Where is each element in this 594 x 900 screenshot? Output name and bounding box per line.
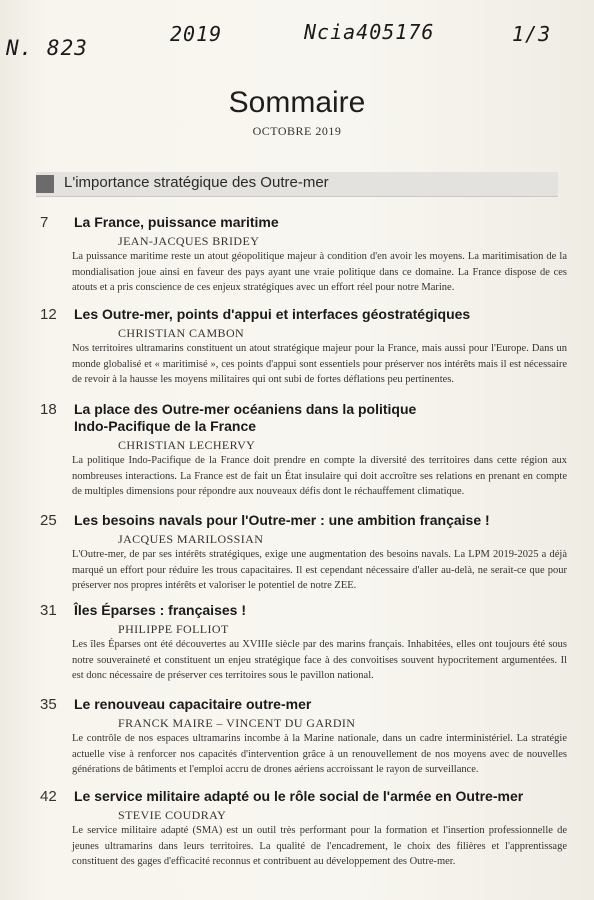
entry-description: Le service militaire adapté (SMA) est un outil très performant pour la formation et l'insertion professionnelle de jeunes ultramarins dans leurs territoires. La qualité de l'encadrement, le choix des filières et l'apprentissage constituent des gages d'efficacité reconnus et contribuent au développement des Outre-mer. xyxy=(72,825,567,867)
entry-page-number: 12 xyxy=(40,306,57,323)
handwritten-code: Ncia405176 xyxy=(304,20,435,44)
entry-page-number: 42 xyxy=(40,788,57,805)
entry-author: JEAN-JACQUES BRIDEY xyxy=(118,234,260,248)
section-marker-icon xyxy=(36,175,54,193)
handwritten-page-count: 1/3 xyxy=(512,22,552,46)
entry-title: Le renouveau capacitaire outre-mer xyxy=(74,696,312,712)
entry-title: Les besoins navals pour l'Outre-mer : une ambition française ! xyxy=(74,512,490,528)
entry-author: CHRISTIAN LECHERVY xyxy=(118,438,256,452)
entry-page-number: 7 xyxy=(40,214,49,231)
section-header xyxy=(36,172,558,197)
entry-description: La puissance maritime reste un atout géopolitique majeur à condition d'en avoir les moyens. La maritimisation de la mondialisation joue ainsi en faveur des pays ayant une vraie politique dans ce domaine. La France dispose de ces atouts et a pris conscience de ces enjeux stratégiques avec un effort réel pour notre Marine. xyxy=(72,251,567,293)
entry-author: CHRISTIAN CAMBON xyxy=(118,326,245,340)
entry-author: JACQUES MARILOSSIAN xyxy=(118,532,264,546)
entry-title: Les Outre-mer, points d'appui et interfaces géostratégiques xyxy=(74,306,471,322)
entry-title: La place des Outre-mer océaniens dans la politique Indo-Pacifique de la France xyxy=(74,401,417,434)
handwritten-number: N. 823 xyxy=(6,36,88,60)
entry-author: PHILIPPE FOLLIOT xyxy=(118,622,229,636)
entry-page-number: 35 xyxy=(40,696,57,713)
entry-author: FRANCK MAIRE – VINCENT DU GARDIN xyxy=(118,716,356,730)
issue-date: OCTOBRE 2019 xyxy=(252,124,342,138)
page-title: Sommaire xyxy=(228,86,366,119)
section-title: L'importance stratégique des Outre-mer xyxy=(64,174,329,191)
entry-page-number: 18 xyxy=(40,401,57,418)
entry-description: Le contrôle de nos espaces ultramarins incombe à la Marine nationale, dans un cadre interministériel. La stratégie actuelle vise à renforcer nos capacités d'intervention grâce à un renouvellement de nos moyens avec de nouvelles générations de bâtiments et l'emploi accru de drones aériens accroissant le rayon de surveillance. xyxy=(72,733,567,775)
entry-title: Îles Éparses : françaises ! xyxy=(74,602,246,618)
entry-description: Les îles Éparses ont été découvertes au XVIIIe siècle par des marins français. Inhabitées, elles ont toujours été sous notre souveraineté et constituent un enjeu stratégique face à des convoitises souvent hypocritement argumentées. Il est donc nécessaire de préserver ces territoires sous le pavillon national. xyxy=(72,639,567,681)
entry-description: Nos territoires ultramarins constituent un atout stratégique majeur pour la France, mais aussi pour l'Europe. Dans un monde globalisé et « maritimisé », ces points d'appui sont essentiels pour préserver nos intérêts mais il est nécessaire de revoir à la hausse les moyens militaires qui ont subi de fortes déflations peu pertinentes. xyxy=(72,343,567,385)
entry-page-number: 25 xyxy=(40,512,57,529)
handwritten-year: 2019 xyxy=(170,22,223,46)
entry-title: La France, puissance maritime xyxy=(74,214,279,230)
entry-page-number: 31 xyxy=(40,602,57,619)
entry-title: Le service militaire adapté ou le rôle social de l'armée en Outre-mer xyxy=(74,788,524,804)
entry-author: STEVIE COUDRAY xyxy=(118,808,227,822)
entry-description: La politique Indo-Pacifique de la France doit prendre en compte la diversité des territoires dans cette région aux nombreuses interactions. La France est de fait un État insulaire qui doit accroître ses relations en prenant en compte de multiples dimensions pour répondre aux nouveaux défis dont le réchauffement climatique. xyxy=(72,455,567,497)
entry-description: L'Outre-mer, de par ses intérêts stratégiques, exige une augmentation des besoins navals. La LPM 2019-2025 a déjà marqué un effort pour réduire les trous capacitaires. Il est cependant nécessaire d'aller au-delà, ne serait-ce que pour préserver nos propres intérêts et valoriser le potentiel de notre ZEE. xyxy=(72,549,567,591)
